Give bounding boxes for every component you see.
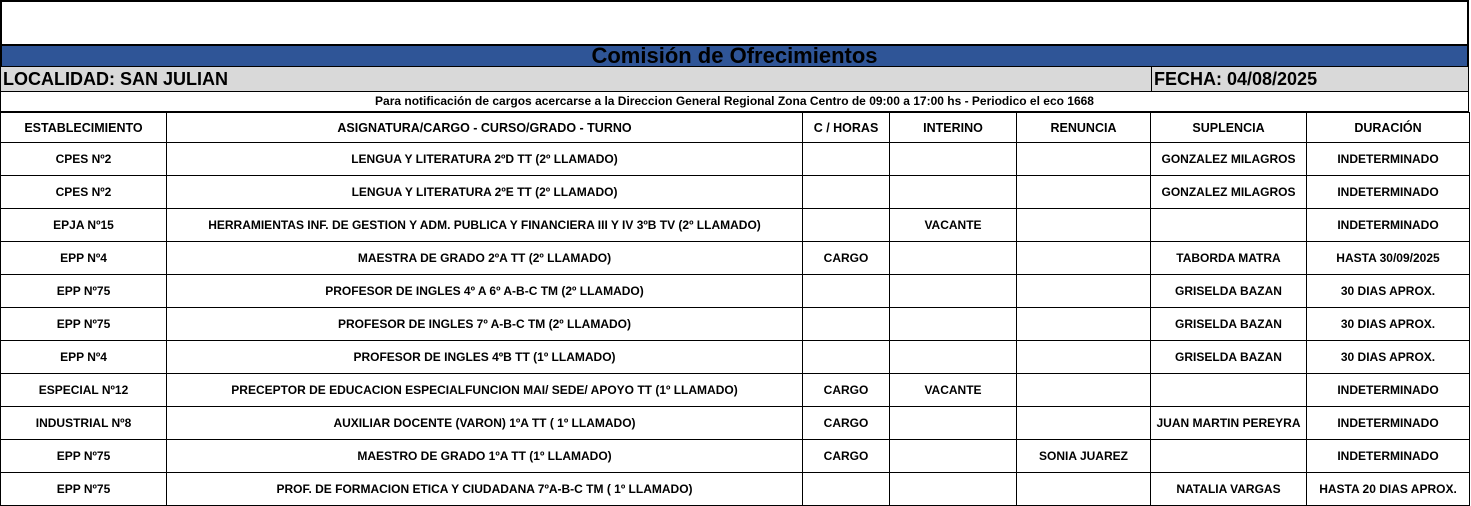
cell-establecimiento[interactable]: INDUSTRIAL Nº8 [1,407,167,440]
cell-horas[interactable] [803,176,890,209]
cell-suplencia[interactable]: GRISELDA BAZAN [1151,341,1307,374]
cell-interino[interactable] [890,407,1017,440]
cell-establecimiento[interactable]: EPP Nº4 [1,341,167,374]
cell-duracion[interactable]: HASTA 20 DIAS APROX. [1307,473,1470,506]
cell-asignatura[interactable]: PROFESOR DE INGLES 4º A 6º A-B-C TM (2º LLAMADO) [167,275,803,308]
cell-horas[interactable] [803,473,890,506]
table-row [1,308,1470,341]
table-row [1,275,1470,308]
cell-asignatura[interactable]: PRECEPTOR DE EDUCACION ESPECIALFUNCION MAI/ SEDE/ APOYO TT (1º LLAMADO) [167,374,803,407]
cell-suplencia[interactable]: NATALIA VARGAS [1151,473,1307,506]
cell-interino[interactable] [890,176,1017,209]
cell-suplencia[interactable]: GRISELDA BAZAN [1151,275,1307,308]
cell-asignatura[interactable]: MAESTRA DE GRADO 2ºA TT (2º LLAMADO) [167,242,803,275]
cell-horas[interactable] [803,275,890,308]
cell-horas[interactable] [803,308,890,341]
cell-horas[interactable] [803,143,890,176]
cell-renuncia[interactable] [1017,176,1151,209]
cell-suplencia[interactable]: GONZALEZ MILAGROS [1151,176,1307,209]
header-horas: C / HORAS [803,113,890,143]
table-row [1,473,1470,506]
table-row [1,341,1470,374]
cell-suplencia[interactable]: JUAN MARTIN PEREYRA [1151,407,1307,440]
cell-asignatura[interactable]: LENGUA Y LITERATURA 2ºD TT (2º LLAMADO) [167,143,803,176]
cell-suplencia[interactable] [1151,374,1307,407]
cell-renuncia[interactable]: SONIA JUAREZ [1017,440,1151,473]
table-row [1,143,1470,176]
cell-interino[interactable] [890,341,1017,374]
cell-interino[interactable] [890,473,1017,506]
cell-renuncia[interactable] [1017,242,1151,275]
cell-suplencia[interactable] [1151,209,1307,242]
cell-asignatura[interactable]: PROF. DE FORMACION ETICA Y CIUDADANA 7ºA-B-C TM ( 1º LLAMADO) [167,473,803,506]
header-row [1,113,1470,143]
cell-renuncia[interactable] [1017,407,1151,440]
header-interino: INTERINO [890,113,1017,143]
locality-row [0,66,1469,91]
table-row [1,407,1470,440]
table-row [1,209,1470,242]
cell-renuncia[interactable] [1017,308,1151,341]
cell-establecimiento[interactable]: EPP Nº4 [1,242,167,275]
cell-renuncia[interactable] [1017,209,1151,242]
header-establecimiento: ESTABLECIMIENTO [1,113,167,143]
offers-table [0,112,1470,506]
cell-asignatura[interactable]: LENGUA Y LITERATURA 2ºE TT (2º LLAMADO) [167,176,803,209]
empty-header-cell[interactable] [0,0,1469,44]
cell-renuncia[interactable] [1017,275,1151,308]
cell-asignatura[interactable]: HERRAMIENTAS INF. DE GESTION Y ADM. PUBLICA Y FINANCIERA III Y IV 3ºB TV (2º LLAMADO) [167,209,803,242]
cell-duracion[interactable]: INDETERMINADO [1307,407,1470,440]
cell-duracion[interactable]: 30 DIAS APROX. [1307,308,1470,341]
table-row [1,176,1470,209]
cell-renuncia[interactable] [1017,143,1151,176]
cell-interino[interactable]: VACANTE [890,374,1017,407]
cell-interino[interactable]: VACANTE [890,209,1017,242]
cell-establecimiento[interactable]: ESPECIAL Nº12 [1,374,167,407]
cell-duracion[interactable]: 30 DIAS APROX. [1307,341,1470,374]
header-suplencia: SUPLENCIA [1151,113,1307,143]
cell-horas[interactable] [803,209,890,242]
cell-horas[interactable]: CARGO [803,440,890,473]
cell-establecimiento[interactable]: EPP Nº75 [1,308,167,341]
cell-duracion[interactable]: HASTA 30/09/2025 [1307,242,1470,275]
locality-label: LOCALIDAD: SAN JULIAN [3,69,228,89]
cell-suplencia[interactable]: GONZALEZ MILAGROS [1151,143,1307,176]
cell-duracion[interactable]: INDETERMINADO [1307,440,1470,473]
header-renuncia: RENUNCIA [1017,113,1151,143]
date-label: FECHA: 04/08/2025 [1151,67,1468,91]
title-bar [0,44,1469,66]
cell-horas[interactable] [803,341,890,374]
table-row [1,374,1470,407]
cell-interino[interactable] [890,143,1017,176]
cell-establecimiento[interactable]: CPES Nº2 [1,143,167,176]
cell-establecimiento[interactable]: EPP Nº75 [1,275,167,308]
cell-establecimiento[interactable]: EPP Nº75 [1,440,167,473]
cell-asignatura[interactable]: AUXILIAR DOCENTE (VARON) 1ºA TT ( 1º LLAMADO) [167,407,803,440]
cell-suplencia[interactable]: TABORDA MATRA [1151,242,1307,275]
cell-asignatura[interactable]: PROFESOR DE INGLES 7º A-B-C TM (2º LLAMADO) [167,308,803,341]
cell-asignatura[interactable]: PROFESOR DE INGLES 4ºB TT (1º LLAMADO) [167,341,803,374]
table-row [1,242,1470,275]
cell-horas[interactable]: CARGO [803,374,890,407]
cell-renuncia[interactable] [1017,341,1151,374]
cell-interino[interactable] [890,275,1017,308]
cell-interino[interactable] [890,242,1017,275]
notice-text: Para notificación de cargos acercarse a la Direccion General Regional Zona Centro de 09:00 a 17:00 hs - Periodico el eco 1668 [0,91,1469,112]
cell-duracion[interactable]: INDETERMINADO [1307,176,1470,209]
cell-renuncia[interactable] [1017,473,1151,506]
cell-suplencia[interactable]: GRISELDA BAZAN [1151,308,1307,341]
cell-suplencia[interactable] [1151,440,1307,473]
cell-establecimiento[interactable]: EPJA Nº15 [1,209,167,242]
cell-duracion[interactable]: 30 DIAS APROX. [1307,275,1470,308]
cell-asignatura[interactable]: MAESTRO DE GRADO 1ºA TT (1º LLAMADO) [167,440,803,473]
cell-renuncia[interactable] [1017,374,1151,407]
table-row [1,440,1470,473]
cell-interino[interactable] [890,440,1017,473]
header-asignatura: ASIGNATURA/CARGO - CURSO/GRADO - TURNO [167,113,803,143]
cell-duracion[interactable]: INDETERMINADO [1307,374,1470,407]
cell-interino[interactable] [890,308,1017,341]
cell-duracion[interactable]: INDETERMINADO [1307,209,1470,242]
cell-establecimiento[interactable]: EPP Nº75 [1,473,167,506]
cell-horas[interactable]: CARGO [803,242,890,275]
cell-horas[interactable]: CARGO [803,407,890,440]
cell-establecimiento[interactable]: CPES Nº2 [1,176,167,209]
cell-duracion[interactable]: INDETERMINADO [1307,143,1470,176]
header-duracion: DURACIÓN [1307,113,1470,143]
sheet-title: Comisión de Ofrecimientos [591,43,878,68]
